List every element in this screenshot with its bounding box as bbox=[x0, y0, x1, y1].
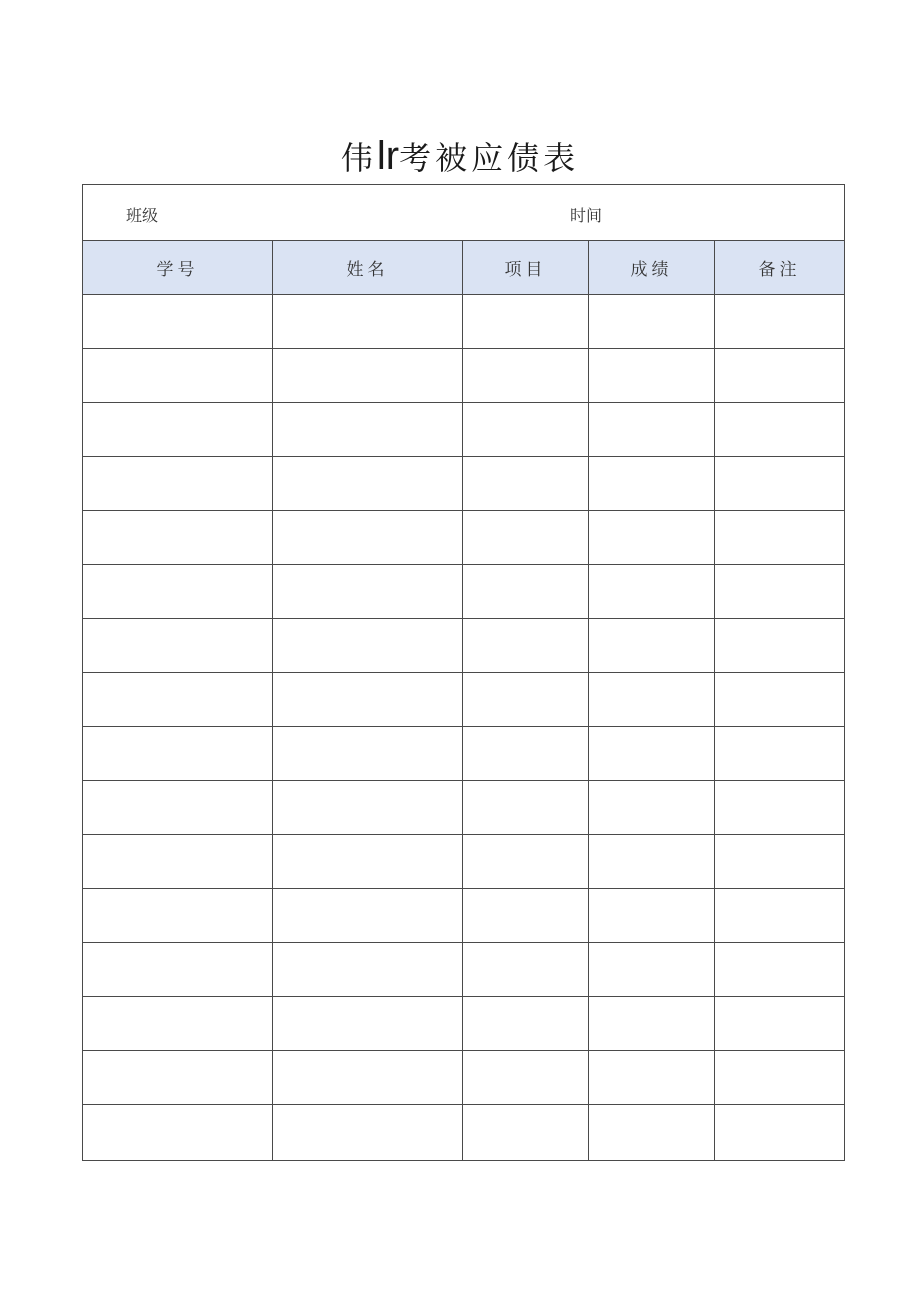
name-cell bbox=[273, 835, 463, 889]
score-cell bbox=[589, 457, 715, 511]
student-id-cell bbox=[83, 565, 273, 619]
score-cell bbox=[589, 673, 715, 727]
table-row bbox=[83, 835, 845, 889]
remarks-cell bbox=[715, 1105, 845, 1161]
table-row bbox=[83, 781, 845, 835]
remarks-cell bbox=[715, 511, 845, 565]
remarks-cell bbox=[715, 457, 845, 511]
score-cell bbox=[589, 565, 715, 619]
student-id-cell bbox=[83, 997, 273, 1051]
remarks-cell bbox=[715, 1051, 845, 1105]
title-part-2: lr bbox=[376, 134, 400, 178]
table-row bbox=[83, 943, 845, 997]
item-cell bbox=[463, 997, 589, 1051]
student-id-cell bbox=[83, 403, 273, 457]
name-cell bbox=[273, 565, 463, 619]
info-cell bbox=[83, 185, 845, 241]
table-row bbox=[83, 565, 845, 619]
name-cell bbox=[273, 781, 463, 835]
remarks-cell bbox=[715, 619, 845, 673]
table-row bbox=[83, 619, 845, 673]
score-cell bbox=[589, 1105, 715, 1161]
score-cell bbox=[589, 1051, 715, 1105]
item-cell bbox=[463, 943, 589, 997]
table-row bbox=[83, 295, 845, 349]
title-part-1: 伟 bbox=[340, 139, 377, 177]
remarks-cell bbox=[715, 889, 845, 943]
item-cell bbox=[463, 673, 589, 727]
score-cell bbox=[589, 511, 715, 565]
header-row bbox=[83, 241, 845, 295]
item-cell bbox=[463, 781, 589, 835]
table-row bbox=[83, 997, 845, 1051]
remarks-cell bbox=[715, 349, 845, 403]
item-cell bbox=[463, 403, 589, 457]
column-header-name: 姓名 bbox=[273, 241, 463, 295]
remarks-cell bbox=[715, 673, 845, 727]
item-cell bbox=[463, 727, 589, 781]
document-title bbox=[0, 132, 920, 182]
table-row bbox=[83, 727, 845, 781]
remarks-cell bbox=[715, 997, 845, 1051]
column-header-remarks: 备注 bbox=[715, 241, 845, 295]
student-id-cell bbox=[83, 727, 273, 781]
student-id-cell bbox=[83, 781, 273, 835]
student-id-cell bbox=[83, 1105, 273, 1161]
student-id-cell bbox=[83, 295, 273, 349]
item-cell bbox=[463, 1105, 589, 1161]
item-cell bbox=[463, 835, 589, 889]
name-cell bbox=[273, 1105, 463, 1161]
student-id-cell bbox=[83, 349, 273, 403]
item-cell bbox=[463, 619, 589, 673]
remarks-cell bbox=[715, 727, 845, 781]
name-cell bbox=[273, 295, 463, 349]
student-id-cell bbox=[83, 943, 273, 997]
item-cell bbox=[463, 349, 589, 403]
score-cell bbox=[589, 349, 715, 403]
score-cell bbox=[589, 295, 715, 349]
score-table bbox=[82, 184, 845, 1161]
column-header-score: 成绩 bbox=[589, 241, 715, 295]
table-row bbox=[83, 349, 845, 403]
name-cell bbox=[273, 1051, 463, 1105]
name-cell bbox=[273, 349, 463, 403]
table-row bbox=[83, 511, 845, 565]
student-id-cell bbox=[83, 889, 273, 943]
remarks-cell bbox=[715, 565, 845, 619]
item-cell bbox=[463, 565, 589, 619]
remarks-cell bbox=[715, 781, 845, 835]
student-id-cell bbox=[83, 835, 273, 889]
score-cell bbox=[589, 619, 715, 673]
remarks-cell bbox=[715, 943, 845, 997]
student-id-cell bbox=[83, 1051, 273, 1105]
table-row bbox=[83, 889, 845, 943]
info-row bbox=[83, 185, 845, 241]
item-cell bbox=[463, 295, 589, 349]
score-cell bbox=[589, 889, 715, 943]
table-row bbox=[83, 1105, 845, 1161]
column-header-student-id: 学号 bbox=[83, 241, 273, 295]
column-header-item: 项目 bbox=[463, 241, 589, 295]
remarks-cell bbox=[715, 835, 845, 889]
name-cell bbox=[273, 727, 463, 781]
name-cell bbox=[273, 673, 463, 727]
student-id-cell bbox=[83, 673, 273, 727]
score-cell bbox=[589, 403, 715, 457]
name-cell bbox=[273, 619, 463, 673]
remarks-cell bbox=[715, 403, 845, 457]
name-cell bbox=[273, 889, 463, 943]
name-cell bbox=[273, 403, 463, 457]
item-cell bbox=[463, 1051, 589, 1105]
name-cell bbox=[273, 457, 463, 511]
item-cell bbox=[463, 457, 589, 511]
table-row bbox=[83, 403, 845, 457]
table-row bbox=[83, 457, 845, 511]
score-cell bbox=[589, 727, 715, 781]
title-part-3: 考被应债表 bbox=[399, 139, 580, 177]
table-row bbox=[83, 673, 845, 727]
name-cell bbox=[273, 943, 463, 997]
item-cell bbox=[463, 889, 589, 943]
score-cell bbox=[589, 943, 715, 997]
name-cell bbox=[273, 511, 463, 565]
item-cell bbox=[463, 511, 589, 565]
time-label: 时间 bbox=[570, 206, 603, 225]
table-row bbox=[83, 1051, 845, 1105]
student-id-cell bbox=[83, 457, 273, 511]
student-id-cell bbox=[83, 511, 273, 565]
student-id-cell bbox=[83, 619, 273, 673]
score-cell bbox=[589, 997, 715, 1051]
name-cell bbox=[273, 997, 463, 1051]
remarks-cell bbox=[715, 295, 845, 349]
score-cell bbox=[589, 781, 715, 835]
score-cell bbox=[589, 835, 715, 889]
class-label: 班级 bbox=[126, 206, 159, 225]
